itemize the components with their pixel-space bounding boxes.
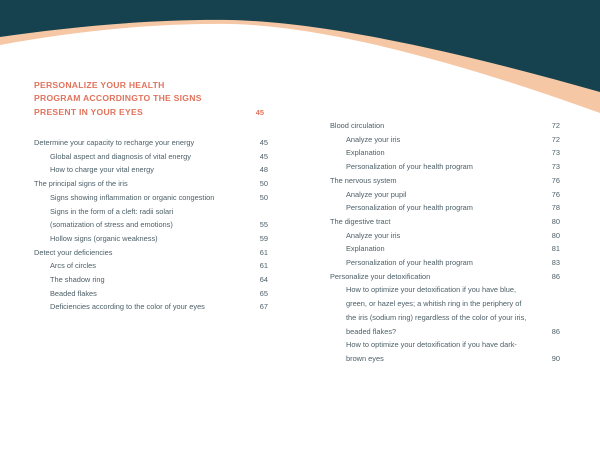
toc-entry-page-number: 83 (551, 258, 560, 268)
toc-entry (34, 163, 268, 177)
toc-entry-label: Personalization of your health program (346, 162, 473, 172)
toc-entry (330, 270, 560, 284)
page-title (34, 79, 268, 119)
toc-entry-label: beaded flakes? (346, 326, 397, 336)
toc-entry-label: The shadow ring (50, 275, 105, 285)
toc-entry-label: Deficiencies according to the color of your eyes (50, 302, 205, 312)
toc-entry-page-number: 76 (551, 189, 560, 199)
toc-entry (34, 218, 268, 232)
toc-entry-label: Analyze your iris (346, 134, 401, 144)
toc-entry (330, 146, 560, 160)
toc-entry-label: Personalization of your health program (346, 258, 473, 268)
toc-entry-page-number: 86 (551, 271, 560, 281)
toc-entry (34, 177, 268, 191)
toc-entry-label: Blood circulation (330, 121, 385, 130)
toc-entry (34, 150, 268, 164)
toc-entry (34, 136, 268, 150)
toc-entry-page-number: 86 (551, 326, 560, 336)
toc-entry (330, 215, 560, 229)
toc-entry (34, 273, 268, 287)
toc-entry (34, 232, 268, 246)
toc-entry-page-number: 81 (551, 244, 560, 254)
page-title-line: PROGRAM ACCORDINGTO THE SIGNS (34, 93, 202, 104)
toc-entry-label: Explanation (346, 148, 385, 158)
toc-column-right (330, 119, 560, 366)
toc-entry-page-number: 45 (259, 138, 268, 147)
toc-entry-page-number: 80 (551, 230, 560, 240)
toc-entry (330, 297, 560, 311)
toc-entry (330, 201, 560, 215)
toc-entry-label: Analyze your iris (346, 230, 401, 240)
toc-entry (330, 133, 560, 147)
toc-entry-label: Signs in the form of a cleft: radii solari (50, 206, 174, 216)
toc-entry-label: The nervous system (330, 175, 397, 185)
toc-entry (330, 352, 560, 366)
toc-entry-label: The digestive tract (330, 216, 391, 226)
toc-column-left (34, 136, 268, 314)
toc-entry-label: Hollow signs (organic weakness) (50, 233, 158, 243)
toc-entry (330, 325, 560, 339)
toc-entry-page-number: 45 (259, 151, 268, 161)
toc-entry-label: Global aspect and diagnosis of vital energy (50, 151, 191, 161)
page-title-line: PERSONALIZE YOUR HEALTH (34, 80, 165, 90)
toc-entry-page-number: 67 (259, 302, 268, 312)
toc-entry-label: How to optimize your detoxification if you have blue, (346, 285, 517, 295)
toc-entry-page-number: 65 (259, 288, 268, 298)
toc-entry (34, 259, 268, 273)
toc-entry-page-number: 61 (259, 261, 268, 271)
toc-entry-page-number: 50 (259, 192, 268, 202)
toc-entry-page-number: 61 (259, 247, 268, 257)
toc-entry-page-number: 78 (551, 203, 560, 213)
toc-entry (330, 174, 560, 188)
toc-entry-label: Arcs of circles (50, 261, 96, 271)
toc-entry (330, 229, 560, 243)
toc-entry (34, 246, 268, 260)
toc-entry-label: Detect your deficiencies (34, 247, 113, 257)
toc-entry (330, 119, 560, 133)
toc-entry-label: Analyze your pupil (346, 189, 407, 199)
toc-entry (330, 256, 560, 270)
toc-entry-page-number: 72 (551, 134, 560, 144)
page-title-line: PRESENT IN YOUR EYES (34, 106, 143, 117)
toc-entry-page-number: 64 (259, 275, 268, 285)
toc-entry-page-number: 72 (551, 121, 560, 130)
toc-entry-label: green, or hazel eyes; a whitish ring in the periphery of (346, 299, 522, 309)
page-title-page-number: 45 (255, 107, 264, 117)
toc-entry-label: Signs showing inflammation or organic congestion (50, 192, 215, 202)
toc-entry-label: Determine your capacity to recharge your energy (34, 138, 195, 147)
toc-entry-page-number: 73 (551, 148, 560, 158)
toc-entry-label: brown eyes (346, 353, 384, 363)
toc-entry (330, 283, 560, 297)
toc-entry-page-number: 73 (551, 162, 560, 172)
toc-entry-page-number: 76 (551, 175, 560, 185)
toc-entry-label: Personalize your detoxification (330, 271, 431, 281)
toc-entry (34, 205, 268, 219)
toc-entry (330, 160, 560, 174)
toc-entry-label: Personalization of your health program (346, 203, 473, 213)
toc-entry-page-number: 50 (259, 179, 268, 189)
toc-entry (34, 191, 268, 205)
toc-entry-page-number: 59 (259, 233, 268, 243)
toc-entry-label: the iris (sodium ring) regardless of the color of your iris, (346, 312, 527, 322)
toc-entry-label: Beaded flakes (50, 288, 97, 298)
toc-entry (34, 300, 268, 314)
toc-entry-page-number: 80 (551, 216, 560, 226)
toc-entry-label: Explanation (346, 244, 385, 254)
toc-entry-label: How to charge your vital energy (50, 165, 154, 175)
toc-entry-page-number: 48 (259, 165, 268, 175)
toc-entry-label: (somatization of stress and emotions) (50, 220, 173, 230)
toc-entry (330, 188, 560, 202)
toc-entry-label: How to optimize your detoxification if you have dark- (346, 340, 517, 350)
toc-entry (330, 311, 560, 325)
toc-entry (330, 242, 560, 256)
toc-entry (330, 338, 560, 352)
toc-entry-page-number: 55 (259, 220, 268, 230)
toc-entry-label: The principal signs of the iris (34, 179, 128, 189)
toc-entry-page-number: 90 (551, 353, 560, 363)
toc-entry (34, 287, 268, 301)
